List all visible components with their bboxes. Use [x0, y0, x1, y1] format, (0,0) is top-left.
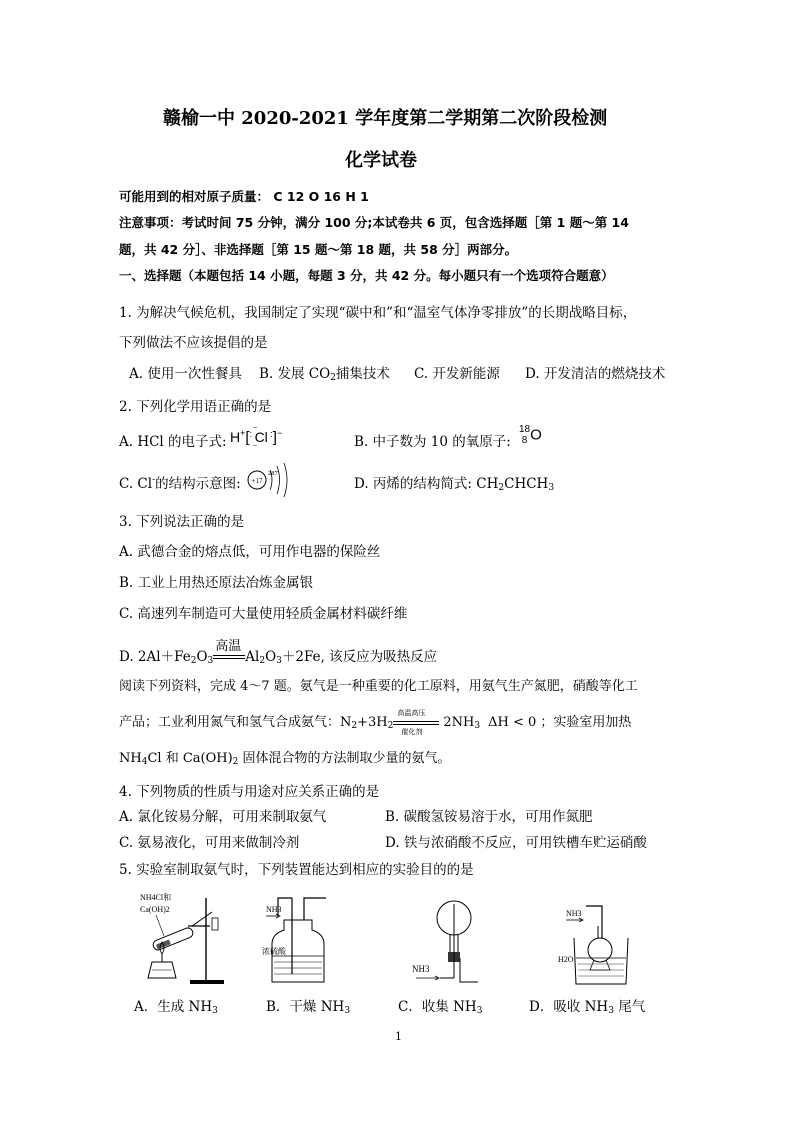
notice-line-1: 注意事项：考试时间 75 分钟，满分 100 分;本试卷共 6 页，包含选择题［第 1 题～第 14 — [119, 215, 629, 230]
figure-b-dry-nh3 — [262, 890, 334, 986]
q4-option-c: C. 氨易液化，可用来做制冷剂 — [119, 835, 300, 851]
figure-a-generate-nh3 — [138, 888, 228, 986]
figure-d-absorb-nh3 — [558, 898, 638, 988]
q5-stem: 5. 实验室制取氨气时，下列装置能达到相应的实验目的的是 — [119, 862, 474, 878]
reading-line-1: 阅读下列资料，完成 4～7 题。氨气是一种重要的化工原料，用氨气生产氮肥，硝酸等化工 — [119, 679, 638, 694]
q1-option-d: D. 开发清洁的燃烧技术 — [525, 366, 666, 382]
figure-c-collect-nh3 — [408, 898, 488, 988]
q1-stem-line1: 1. 为解决气候危机，我国制定了实现“碳中和”和“温室气体净零排放”的长期战略目标， — [119, 305, 637, 321]
caption-a: A．生成 $NH_3$ — [134, 999, 218, 1016]
page-number: 1 — [395, 1030, 402, 1043]
q2-option-a: A. HCl 的电子式: — [119, 434, 227, 450]
cl-ion-structure-diagram — [246, 458, 292, 498]
reaction-condition-high-temp: 高温 — [215, 638, 242, 654]
page-subtitle: 化学试卷 — [345, 150, 417, 171]
q1-stem-line2: 下列做法不应该提倡的是 — [119, 335, 268, 351]
q1-option-c: C. 开发新能源 — [414, 366, 500, 382]
caption-d: D．吸收 $NH_3$ 尾气 — [529, 999, 646, 1016]
svg-text:NH3: NH3 — [412, 964, 430, 974]
svg-text:NH3: NH3 — [566, 909, 582, 918]
q3-option-d: D. $2Al+Fe_2O_3$ 高温 $Al_2O_3+2Fe$, 该反应为吸热反应 — [119, 645, 437, 666]
q3-option-b: B. 工业上用热还原法冶炼金属银 — [119, 575, 314, 591]
q3-option-c: C. 高速列车制造可大量使用轻质金属材料碳纤维 — [119, 606, 408, 622]
q1-option-b: B. 发展 $CO_2$捕集技术 — [259, 366, 390, 383]
q1-option-a: A. 使用一次性餐具 — [129, 366, 242, 382]
svg-text:H2O: H2O — [558, 955, 574, 964]
svg-text:NH3: NH3 — [266, 905, 282, 914]
q4-option-a: A. 氯化铵易分解，可用来制取氨气 — [119, 809, 327, 825]
q3-option-a: A. 武德合金的熔点低，可用作电器的保险丝 — [119, 544, 381, 560]
svg-text:Ca(OH)2: Ca(OH)2 — [140, 905, 170, 914]
q2-stem: 2. 下列化学用语正确的是 — [119, 399, 272, 415]
section-heading: 一、选择题（本题包括 14 小题，每题 3 分，共 42 分。每小题只有一个选项符合题意） — [119, 268, 614, 283]
q4-stem: 4. 下列物质的性质与用途对应关系正确的是 — [119, 784, 380, 800]
caption-c: C．收集 $NH_3$ — [398, 999, 483, 1016]
caption-b: B．干燥 $NH_3$ — [266, 999, 351, 1016]
cl-nucleus-charge: +17 — [251, 477, 263, 485]
hcl-electron-formula: H+[ : ·· Cl ·· : ]− — [230, 422, 283, 450]
q3-stem: 3. 下列说法正确的是 — [119, 514, 245, 530]
q2-option-d: D. 丙烯的结构简式: $CH_2CHCH_3$ — [354, 476, 555, 493]
q2-option-c: C. Cl-的结构示意图: — [119, 475, 241, 492]
svg-text:NH4Cl和: NH4Cl和 — [140, 893, 172, 902]
notice-line-2: 题，共 42 分］、非选择题［第 15 题～第 18 题，共 58 分］两部分。 — [119, 242, 518, 257]
q4-option-d: D. 铁与浓硝酸不反应，可用铁槽车贮运硝酸 — [385, 835, 647, 851]
atomic-masses: 可能用到的相对原子质量： C 12 O 16 H 1 — [119, 189, 369, 204]
reading-line-2: 产品；工业利用氮气和氢气合成氨气：$N_2+3H_2$ 高温高压 催化剂 $2NH_3$ ΔH < 0 ；实验室用加热 — [119, 708, 632, 736]
oxygen-18-nuclide: 18 8 O — [519, 424, 542, 446]
q2-option-b: B. 中子数为 10 的氧原子: — [354, 434, 511, 450]
reading-line-3: $NH_4Cl$ 和 $Ca(OH)_2$ 固体混合物的方法制取少量的氨气。 — [119, 751, 451, 767]
page-title: 赣榆一中 2020-2021 学年度第二学期第二次阶段检测 — [163, 108, 608, 129]
q4-option-b: B. 碳酸氢铵易溶于水，可用作氮肥 — [385, 809, 593, 825]
cl-shell-electrons: 287 — [268, 470, 278, 477]
svg-text:浓硫酸: 浓硫酸 — [262, 947, 286, 956]
